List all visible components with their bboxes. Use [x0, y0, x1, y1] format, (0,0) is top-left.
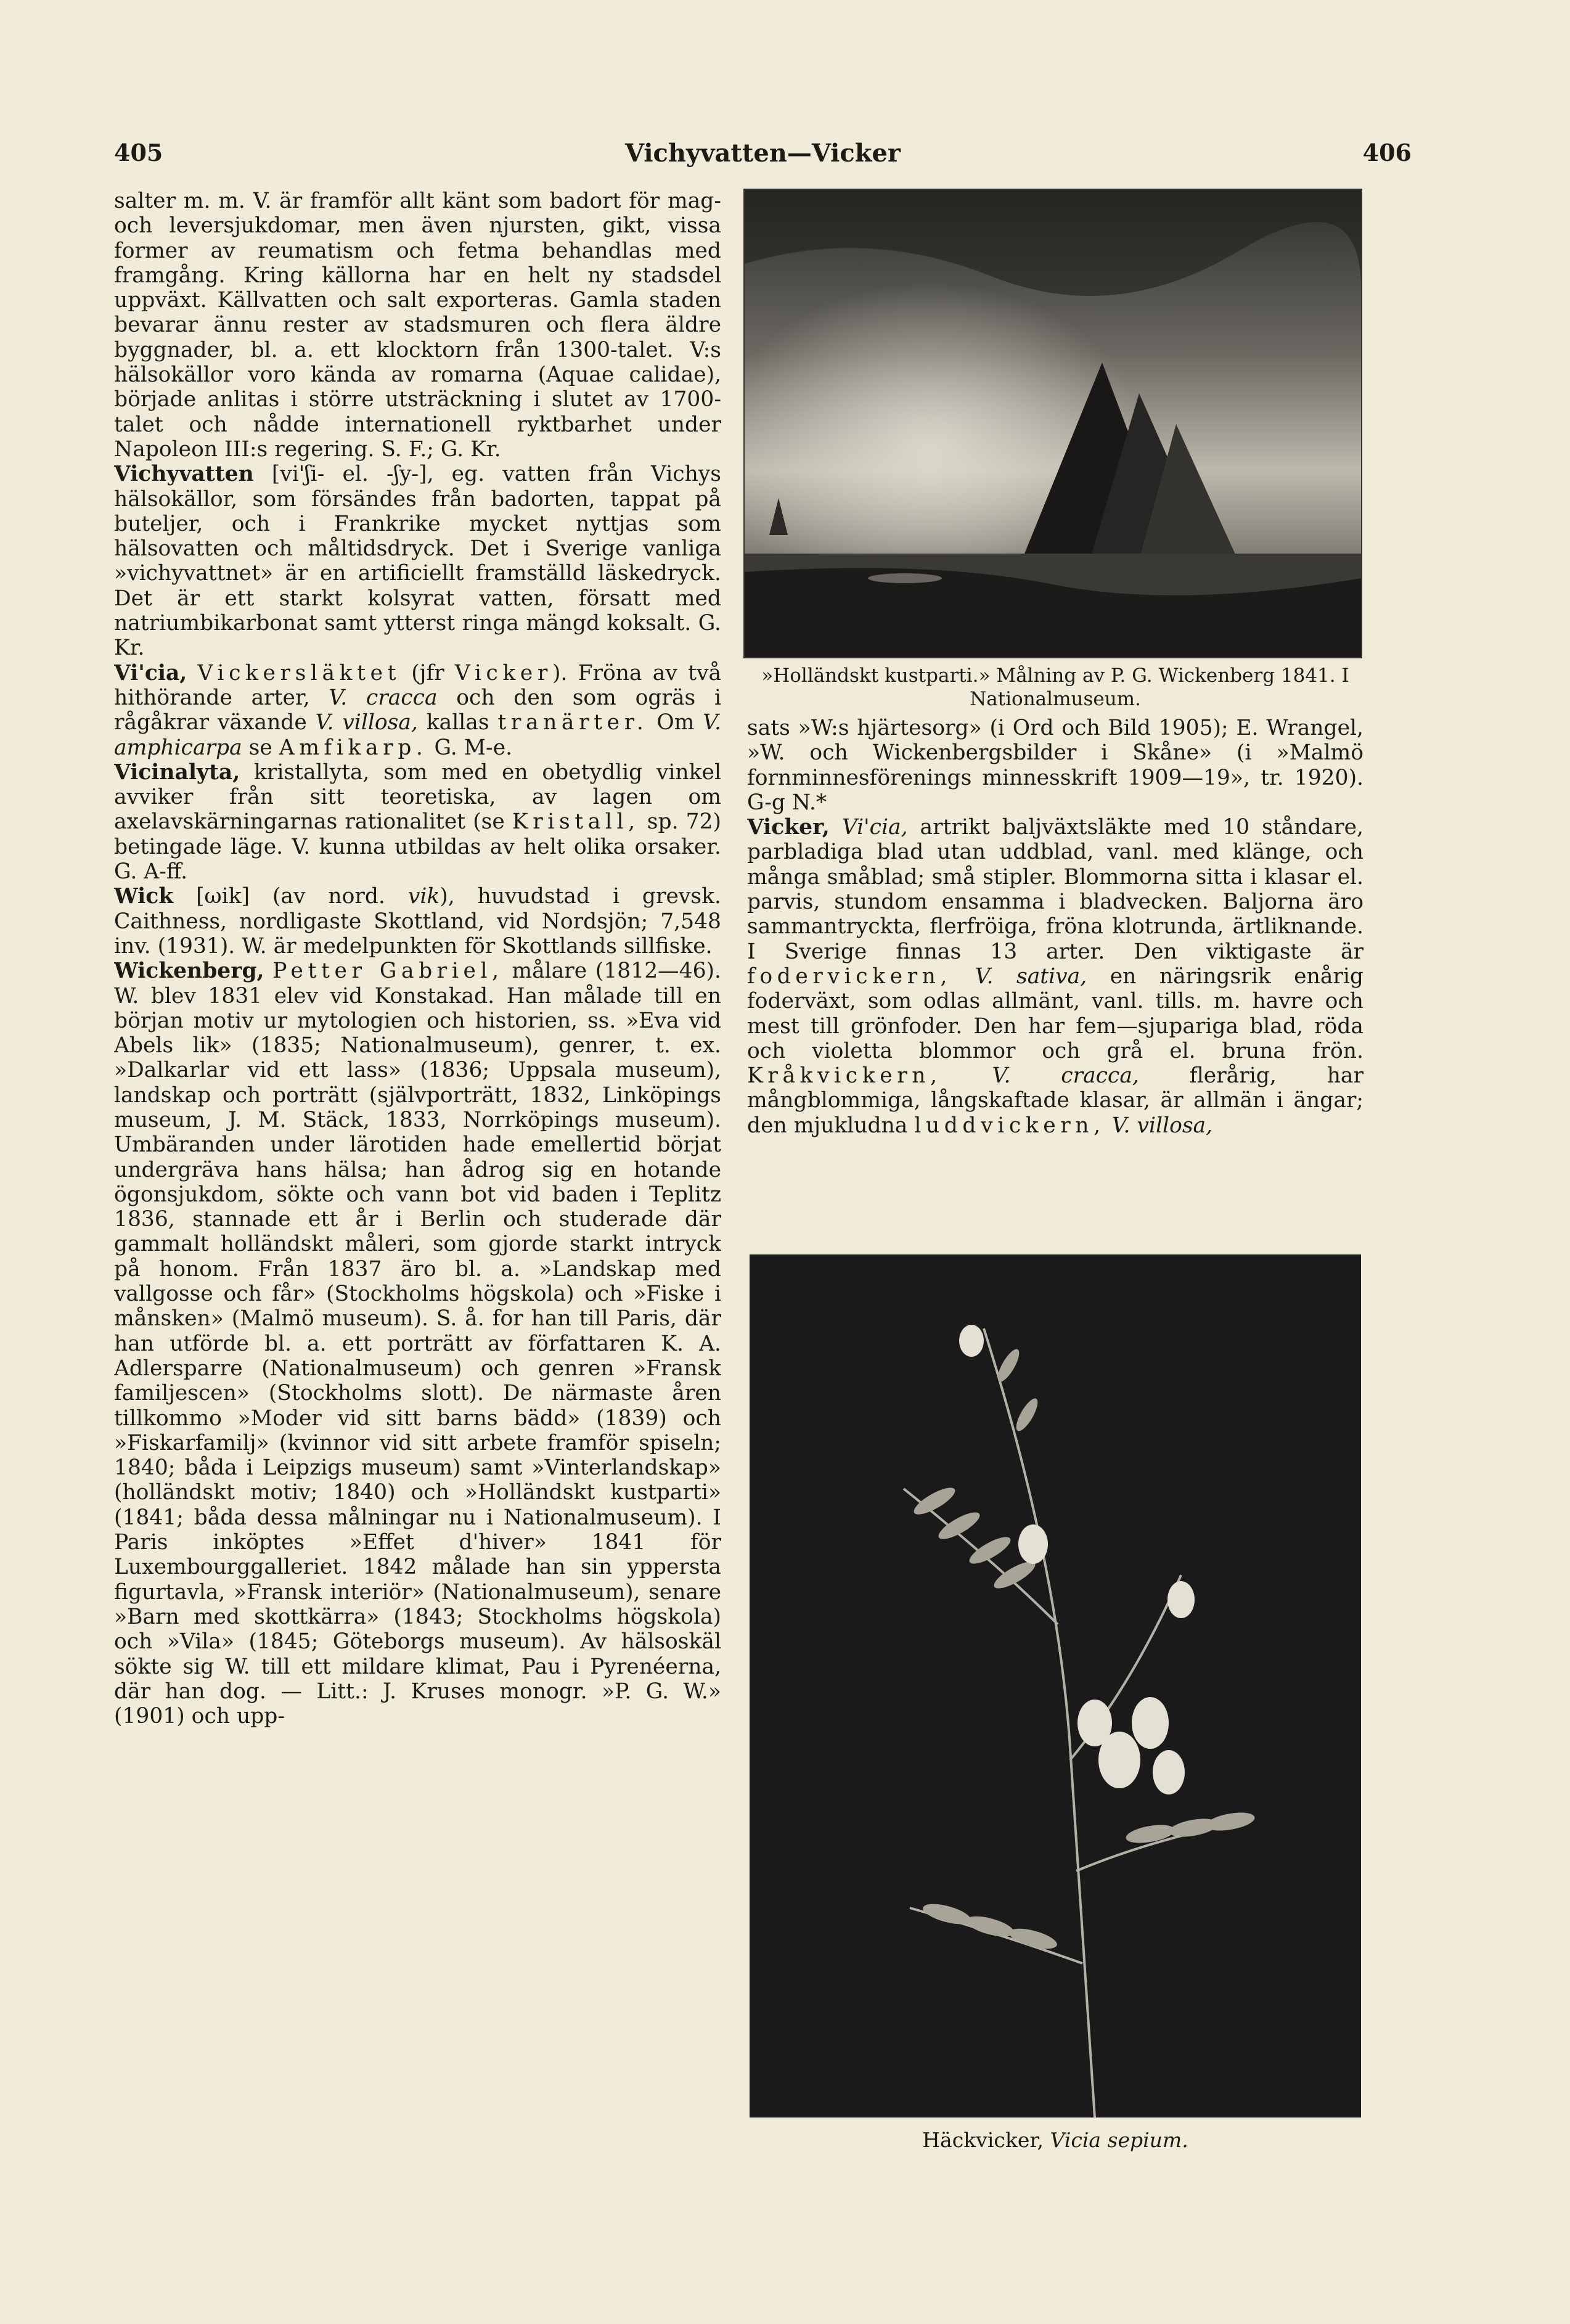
entry-text: en näringsrik enårig foderväxt, som odlas allmänt, vanl. tills. m. havre och mest till grönfoder. Den har fem—sjupariga blad, röda och violetta blommor och grå el. bruna frön.	[747, 964, 1364, 1063]
entry-text: flerårig, har mångblommiga, långskaftade klasar, är allmän i ängar; den mjukludna	[747, 1063, 1364, 1138]
headword: Vichyvatten	[114, 462, 254, 487]
entry-text: [vi'ʃi- el. -ʃy-], eg. vatten från Vichys hälsokällor, som försändes från badorten, tappat på buteljer, och i Frankrike mycket nyttjas som hälsovatten och måltidsdryck. Det i Sverige vanliga »vichyvattnet» är en artificiellt framställd läskedryck. Det är ett starkt kolsyrat vatten, försatt med natriumbikarbonat samt ytterst ringa mängd koksalt. G. Kr.	[114, 462, 721, 661]
figure-caption-painting: »Holländskt kustparti.» Målning av P. G. Wickenberg 1841. I Nationalmuseum.	[761, 665, 1349, 710]
entry-text: ). Fröna av två hithörande arter,	[114, 660, 721, 710]
species-name: V. sativa,	[952, 964, 1087, 989]
entry-vicinalyta	[114, 760, 721, 884]
entry-text: artrikt baljväxtsläkte med 10 ståndare, parbladiga blad utan uddblad, vanl. med klänge, och många småblad; små stipler. Blommorna sitta i klasar el. parvis, stundom ensamma i bladvecken. Baljorna äro sammantryckta, flerfröiga, fröna klotrunda, ärtliknande. I Sverige finnas 13 arter. Den viktigaste är	[747, 815, 1364, 964]
spaced-term: Petter Gabriel,	[272, 959, 504, 984]
signature: G. M-e.	[427, 735, 513, 760]
spaced-term: tranärter.	[497, 710, 648, 735]
entry-text: Om	[648, 710, 703, 735]
running-title: Vichyvatten—Vicker	[625, 139, 901, 168]
entry-vicker	[747, 815, 1364, 1138]
headword: Wick	[114, 884, 174, 909]
headword: Vicker,	[747, 815, 830, 840]
spaced-term: Vickersläktet	[197, 660, 401, 685]
entry-text: ), huvudstad i grevsk. Caithness, nordligaste Skottland, vid Nordsjön; 7,548 inv. (1931). W. är medelpunkten för Skottlands sillfiske.	[114, 884, 721, 959]
entry-text: och den som ogräs i rågåkrar växande	[114, 685, 721, 735]
figure-caption-plant	[747, 2128, 1364, 2152]
cross-reference: Kristall,	[512, 809, 640, 835]
entry-continuation: salter m. m. V. är framför allt känt som badort för mag- och leversjukdomar, men även njursten, gikt, vissa former av reumatism och fetma behandlas med framgång. Kring källorna har en helt ny stadsdel uppväxt. Källvatten och salt exporteras. Gamla staden bevarar ännu rester av stadsmuren och flera äldre byggnader, bl. a. ett klocktorn från 1300-talet. V:s hälsokällor voro kända av romarna (Aquae calidae), började anlitas i större utsträckning i slutet av 1700-talet och nådde internationell ryktbarhet under Napoleon III:s regering. S. F.; G. Kr.	[114, 189, 721, 462]
entry-wick	[114, 884, 721, 959]
entry-text: kristallyta, som med en obetydlig vinkel avviker från sitt teoretiska, av lagen om axelavskärningarnas rationalitet (se	[114, 759, 721, 835]
species-name: V. amphicarpa	[114, 710, 721, 760]
page-number-left: 405	[114, 139, 163, 166]
headword: Wickenberg,	[114, 959, 264, 984]
entry-text: (jfr	[401, 660, 455, 685]
right-column	[747, 716, 1364, 1234]
caption-text: Häckvicker,	[922, 2128, 1050, 2152]
species-name: V. villosa,	[1105, 1113, 1213, 1138]
entry-continuation: sats »W:s hjärtesorg» (i Ord och Bild 1905); E. Wrangel, »W. och Wickenbergsbilder i Skåne» (i »Malmö fornminnesförenings minnesskrift 1909—19», tr. 1920). G-g N.*	[747, 716, 1364, 815]
entry-text: kallas	[417, 710, 498, 735]
entry-wickenberg	[114, 959, 721, 1729]
entry-text: se	[242, 735, 279, 760]
spaced-term: Kråkvickern,	[747, 1063, 942, 1089]
species-name: V. cracca	[329, 685, 438, 710]
cross-reference: Amfikarp.	[279, 735, 428, 760]
entry-text: sp. 72) betingade läge. V. kunna utbildas av helt olika orsaker. G. A-ff.	[114, 809, 721, 885]
cross-reference: Vicker	[454, 660, 552, 685]
left-column	[114, 189, 721, 2248]
species-name: V. cracca,	[941, 1063, 1139, 1089]
headword: Vi'cia,	[114, 660, 187, 685]
caption-species: Vicia sepium.	[1050, 2128, 1188, 2152]
page-header	[114, 139, 1412, 176]
painting-image	[743, 189, 1362, 658]
headword: Vicinalyta,	[114, 759, 240, 785]
etymology-word: vik	[407, 884, 440, 909]
spaced-term: luddvickern,	[914, 1113, 1105, 1138]
entry-vicia	[114, 661, 721, 760]
plant-photo	[750, 1254, 1361, 2117]
species-name: Vi'cia,	[841, 815, 908, 840]
entry-text: [ωik] (av nord.	[173, 884, 408, 909]
spaced-term: fodervickern,	[747, 964, 952, 989]
entry-vichyvatten	[114, 462, 721, 660]
entry-text: målare (1812—46). W. blev 1831 elev vid Konstakad. Han målade till en början motiv ur mytologien och historien, ss. »Eva vid Abels lik» (1835; Nationalmuseum), genrer, t. ex. »Dalkarlar vid ett lass» (1836; Uppsala museum), landskap och porträtt (självporträtt, 1832, Linköpings museum, J. M. Stäck, 1833, Norrköpings museum). Umbäranden under lärotiden hade emellertid börjat undergräva hans hälsa; han ådrog sig en hotande ögonsjukdom, sökte och vann bot vid baden i Teplitz 1836, stannade ett år i Berlin och studerade där gammalt holländskt måleri, som gjorde starkt intryck på honom. Från 1837 äro bl. a. »Landskap med vallgosse och får» (Stockholms högskola) och »Fiske i månsken» (Malmö museum). S. å. for han till Paris, där han utförde bl. a. ett porträtt av författaren K. A. Adlersparre (Nationalmuseum) och genren »Fransk familjescen» (Stockholms slott). De närmaste åren tillkommo »Moder vid sitt barns bädd» (1839) och »Fiskarfamilj» (kvinnor vid sitt arbete framför spiseln; 1840; båda i Leipzigs museum) samt »Vinterlandskap» (holländskt motiv; 1840) och »Holländskt kustparti» (1841; båda dessa målningar nu i Nationalmuseum). I Paris inköptes »Effet d'hiver» 1841 för Luxembourggalleriet. 1842 målade han sin yppersta figurtavla, »Fransk interiör» (Nationalmuseum), senare »Barn med skottkärra» (1843; Stockholms högskola) och »Vila» (1845; Göteborgs museum). Av hälsoskäl sökte sig W. till ett mildare klimat, Pau i Pyrenéerna, där han dog. — Litt.: J. Kruses monogr. »P. G. W.» (1901) och upp-	[114, 959, 721, 1729]
species-name: V. villosa,	[315, 710, 418, 735]
page-number-right: 406	[1362, 139, 1412, 166]
